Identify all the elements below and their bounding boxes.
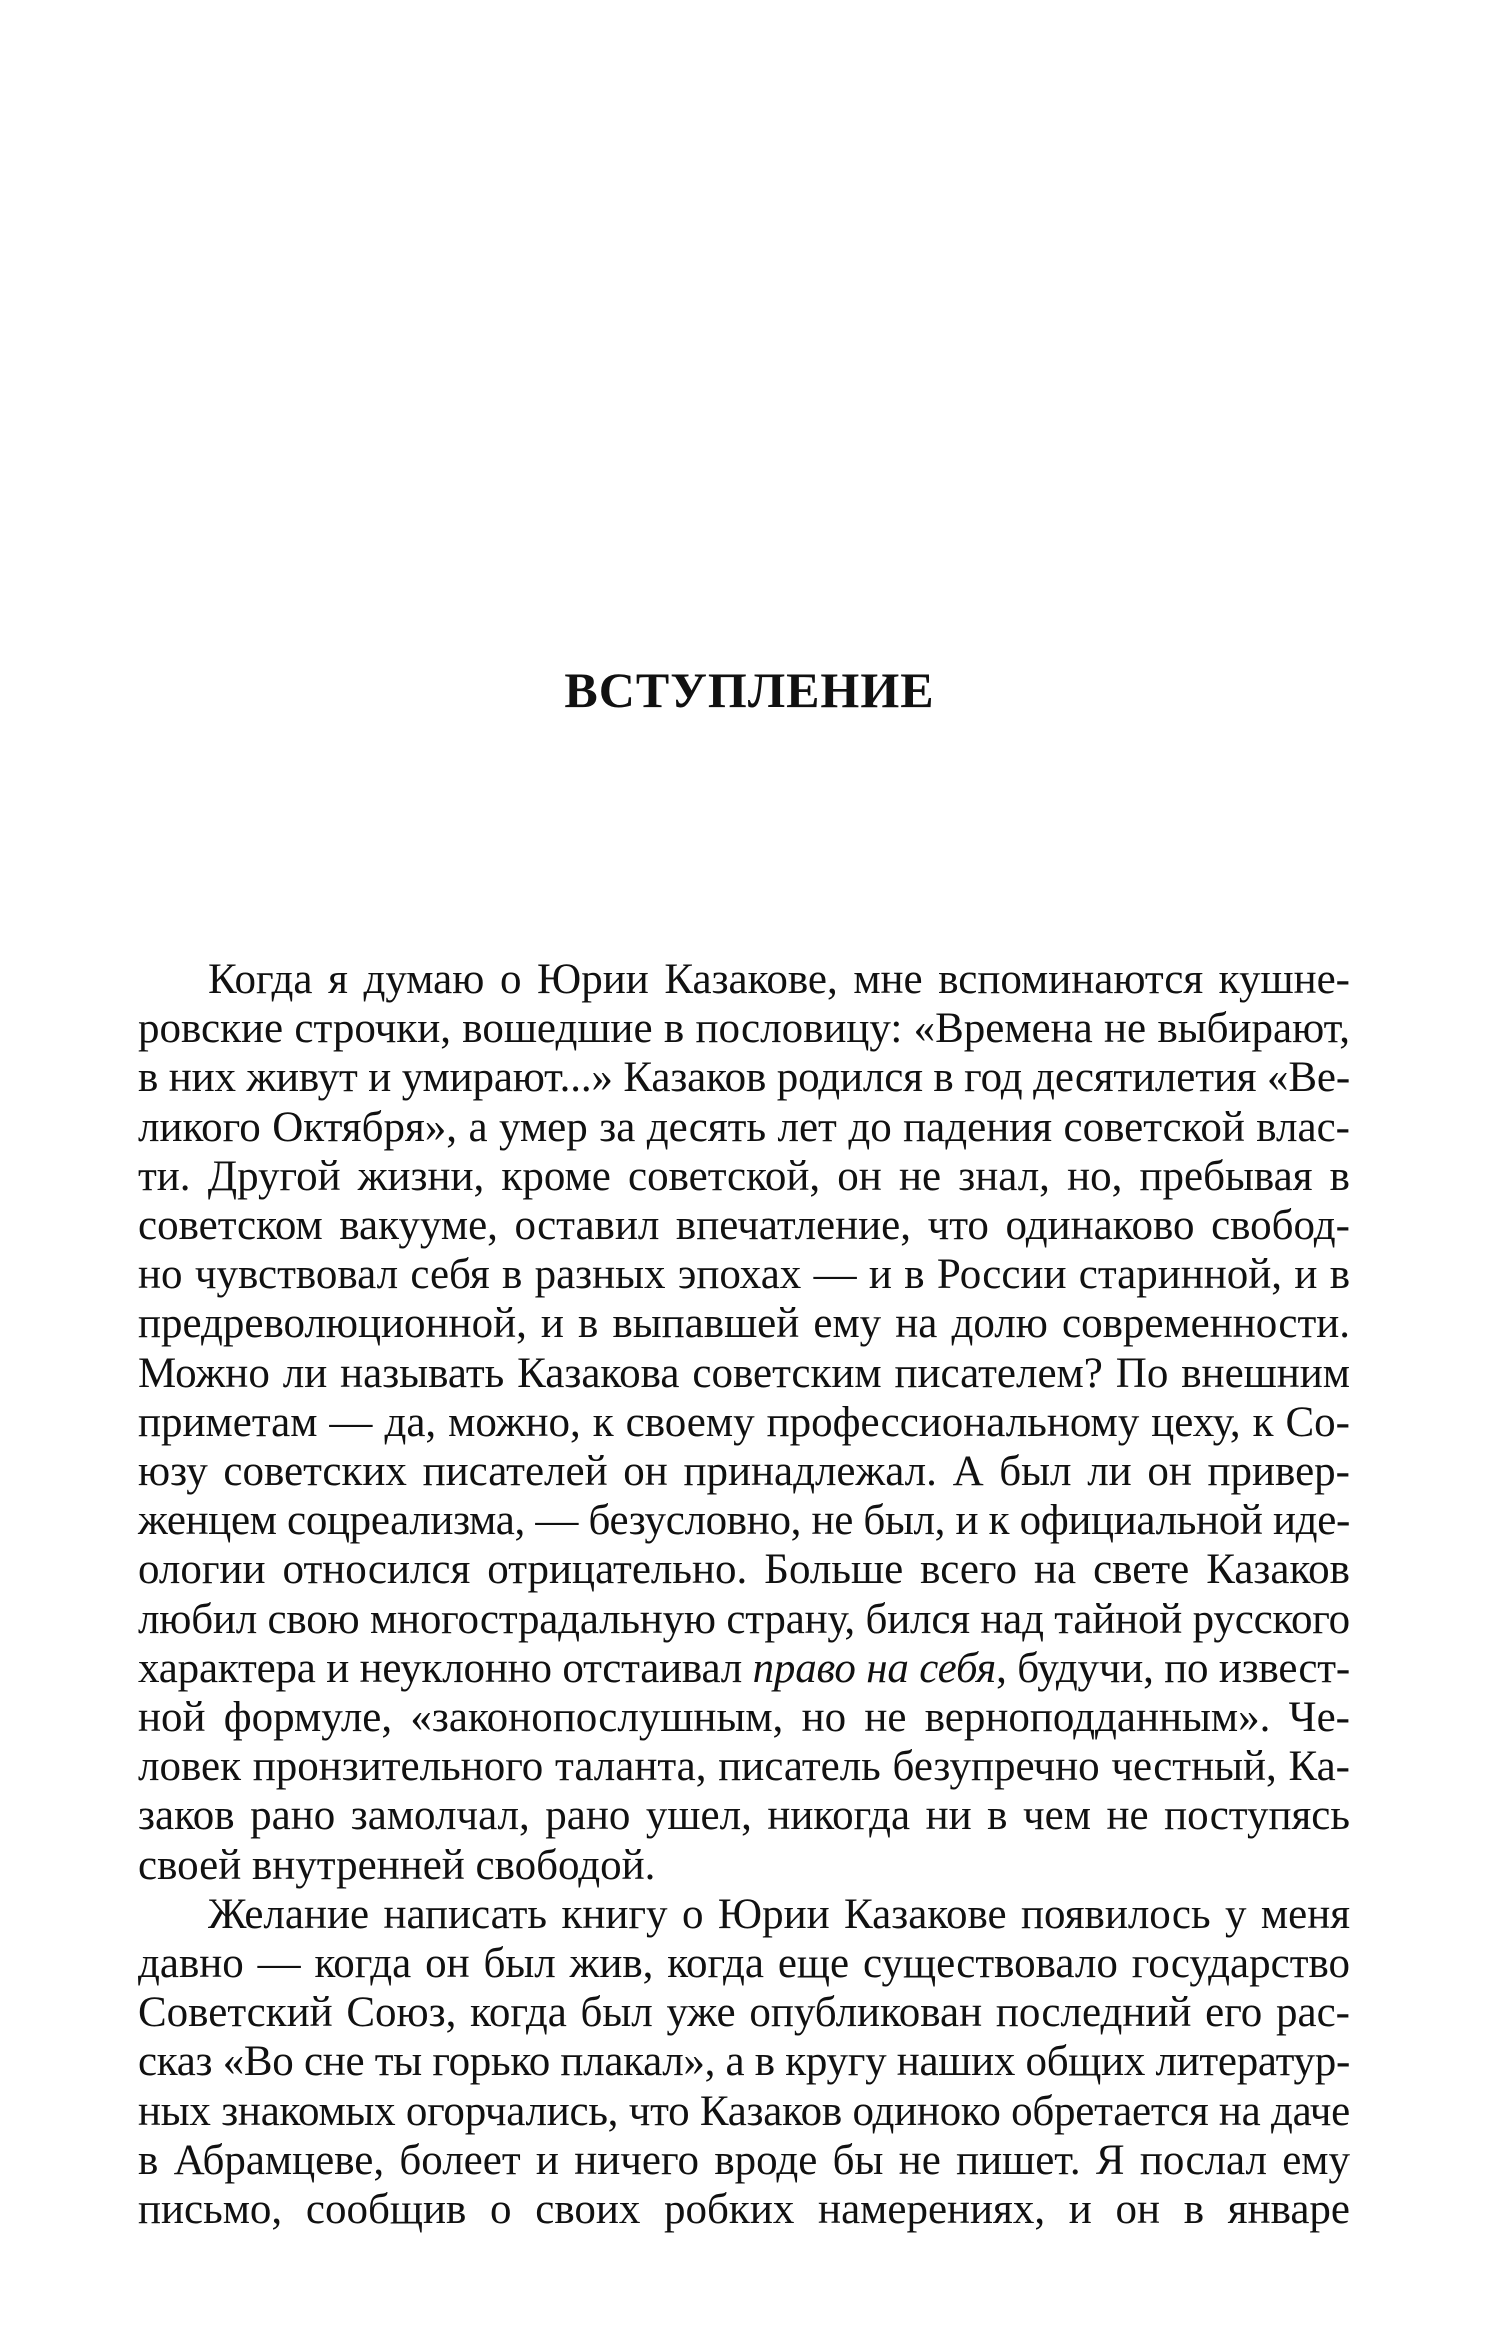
text-line: в Абрамцеве, болеет и ничего вроде бы не пишет. Я послал ему bbox=[138, 2136, 1350, 2184]
text-line: женцем соцреализма, — безусловно, не был, и к официальной иде- bbox=[138, 1497, 1350, 1545]
text-line: Советский Союз, когда был уже опубликован последний его рас- bbox=[138, 1989, 1350, 2037]
text-body bbox=[138, 955, 1350, 2234]
text-line: в них живут и умирают...» Казаков родился в год десятилетия «Ве- bbox=[138, 1054, 1350, 1102]
text-line: письмо, сообщив о своих робких намерениях, и он в январе bbox=[138, 2186, 1350, 2234]
text-line: Желание написать книгу о Юрии Казакове появилось у меня bbox=[208, 1890, 1350, 1938]
text-line: ологии относился отрицательно. Больше всего на свете Казаков bbox=[138, 1546, 1350, 1594]
text-line: советском вакууме, оставил впечатление, что одинаково свобод- bbox=[138, 1202, 1350, 1250]
text-line: любил свою многострадальную страну, бился над тайной русского bbox=[138, 1595, 1350, 1643]
text-line: приметам — да, можно, к своему профессиональному цеху, к Со- bbox=[138, 1398, 1350, 1446]
text-segment: характера и неуклонно отстаивал bbox=[138, 1644, 753, 1692]
text-line: предреволюционной, и в выпавшей ему на долю современности. bbox=[138, 1300, 1350, 1348]
text-line-with-emphasis bbox=[138, 1644, 1350, 1693]
text-line: но чувствовал себя в разных эпохах — и в России старинной, и в bbox=[138, 1251, 1350, 1299]
text-line: ровские строчки, вошедшие в пословицу: «Времена не выбирают, bbox=[138, 1005, 1350, 1053]
text-segment: , будучи, по извест- bbox=[996, 1644, 1350, 1692]
text-line: юзу советских писателей он принадлежал. А был ли он привер- bbox=[138, 1448, 1350, 1496]
emphasized-phrase: право на себя bbox=[752, 1644, 997, 1692]
text-line: сказ «Во сне ты горько плакал», а в кругу наших общих литератур- bbox=[138, 2038, 1350, 2086]
text-line: Можно ли называть Казакова советским писателем? По внешним bbox=[138, 1349, 1350, 1397]
paragraph-1 bbox=[138, 955, 1350, 1890]
text-line: Когда я думаю о Юрии Казакове, мне вспоминаются кушне- bbox=[208, 956, 1350, 1003]
paragraph-2 bbox=[138, 1890, 1350, 2234]
text-line: давно — когда он был жив, когда еще существовало государство bbox=[138, 1940, 1350, 1988]
text-line: ных знакомых огорчались, что Казаков одиноко обретается на даче bbox=[138, 2087, 1350, 2135]
text-line: ти. Другой жизни, кроме советской, он не знал, но, пребывая в bbox=[138, 1152, 1350, 1200]
text-line: ликого Октября», а умер за десять лет до падения советской влас- bbox=[138, 1103, 1350, 1151]
text-line: своей внутренней свободой. bbox=[138, 1841, 656, 1889]
chapter-heading: ВСТУПЛЕНИЕ bbox=[564, 662, 935, 718]
text-line: ной формуле, «законопослушным, но не верноподданным». Че- bbox=[138, 1694, 1350, 1742]
text-line: заков рано замолчал, рано ушел, никогда ни в чем не поступясь bbox=[138, 1792, 1350, 1840]
text-line: ловек пронзительного таланта, писатель безупречно честный, Ка- bbox=[138, 1743, 1350, 1791]
